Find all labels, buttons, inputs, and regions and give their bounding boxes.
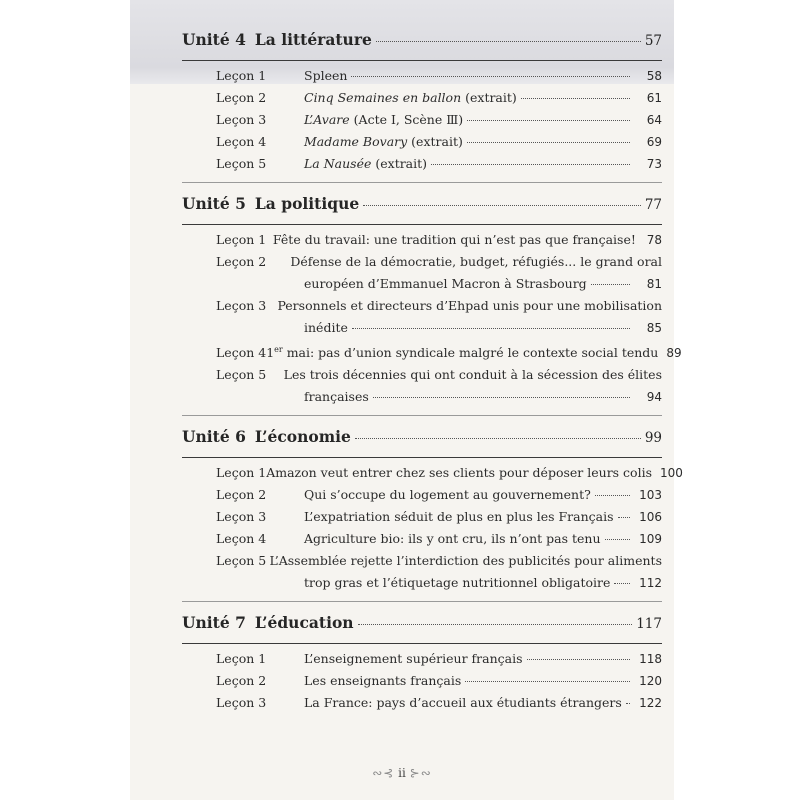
lesson-label: Leçon 4 bbox=[216, 134, 267, 149]
lesson-title: Amazon veut entrer chez ses clients pour déposer leurs colis bbox=[266, 465, 652, 481]
section-divider bbox=[182, 601, 662, 602]
lesson-label: Leçon 4 bbox=[216, 531, 267, 547]
dot-leader bbox=[527, 659, 631, 660]
lesson-label: Leçon 2 bbox=[216, 673, 267, 689]
dot-leader bbox=[352, 328, 630, 329]
unit-label: Unité 7 bbox=[182, 613, 246, 633]
lesson-page: 103 bbox=[639, 488, 662, 503]
lesson-title: Fête du travail: une tradition qui n’est pas que française! bbox=[272, 232, 636, 247]
lesson-entry[interactable] bbox=[182, 648, 662, 670]
lesson-entry[interactable] bbox=[182, 153, 662, 175]
lesson-label: Leçon 3 bbox=[216, 298, 267, 313]
lesson-title: La Nausée (extrait) bbox=[304, 156, 428, 171]
lesson-entry-continuation[interactable] bbox=[182, 572, 662, 594]
ornament-right-icon: ⊱∾ bbox=[409, 766, 432, 780]
lesson-entry[interactable] bbox=[182, 131, 662, 153]
dot-leader bbox=[595, 495, 630, 496]
lesson-title: Madame Bovary (extrait) bbox=[304, 134, 463, 149]
dot-leader bbox=[465, 681, 630, 682]
unit-page: 117 bbox=[636, 616, 662, 633]
lesson-title: Personnels et directeurs d’Ehpad unis pour une mobilisation bbox=[277, 298, 662, 313]
dot-leader bbox=[626, 703, 630, 704]
lesson-page: 61 bbox=[646, 91, 662, 105]
lesson-label: Leçon 1 bbox=[216, 68, 267, 83]
lesson-page: 89 bbox=[666, 346, 682, 361]
page-footer bbox=[130, 766, 674, 780]
dot-leader bbox=[467, 120, 630, 121]
unit-heading[interactable] bbox=[182, 26, 662, 54]
lesson-page: 73 bbox=[646, 157, 662, 171]
lesson-page: 106 bbox=[639, 510, 662, 525]
lesson-title: L’enseignement supérieur français bbox=[304, 651, 523, 667]
lesson-title: Défense de la démocratie, budget, réfugiés... le grand oral bbox=[290, 254, 662, 269]
unit-rule bbox=[182, 457, 662, 458]
section-divider bbox=[182, 182, 662, 183]
lesson-label: Leçon 5 bbox=[216, 553, 267, 569]
unit-name: La littérature bbox=[254, 30, 372, 49]
unit-page: 77 bbox=[644, 197, 662, 213]
lesson-page: 122 bbox=[639, 696, 662, 711]
lesson-page: 120 bbox=[639, 674, 662, 689]
lesson-entry[interactable] bbox=[182, 295, 662, 317]
lesson-title-line2: européen d’Emmanuel Macron à Strasbourg bbox=[304, 276, 587, 291]
dot-leader bbox=[591, 284, 630, 285]
dot-leader bbox=[373, 397, 630, 398]
lesson-label: Leçon 5 bbox=[216, 156, 267, 171]
lesson-title: Agriculture bio: ils y ont cru, ils n’ont pas tenu bbox=[304, 531, 601, 547]
lesson-title: 1er mai: pas d’union syndicale malgré le contexte social tendu bbox=[266, 345, 659, 361]
lesson-title-line2: trop gras et l’étiquetage nutritionnel obligatoire bbox=[304, 575, 611, 591]
lesson-page: 118 bbox=[639, 652, 662, 667]
lesson-label: Leçon 4 bbox=[216, 345, 267, 361]
book-page bbox=[130, 0, 683, 800]
table-of-contents bbox=[182, 26, 683, 714]
lesson-entry-continuation[interactable] bbox=[182, 317, 662, 339]
lesson-entry[interactable] bbox=[182, 462, 683, 484]
lesson-label: Leçon 3 bbox=[216, 112, 267, 127]
lesson-title: L’Assemblée rejette l’interdiction des publicités pour aliments bbox=[269, 553, 662, 569]
section-divider bbox=[182, 415, 662, 416]
lesson-page: 85 bbox=[646, 321, 662, 335]
lesson-entry[interactable] bbox=[182, 550, 662, 572]
lesson-entry[interactable] bbox=[182, 65, 662, 87]
lesson-title: La France: pays d’accueil aux étudiants étrangers bbox=[304, 695, 622, 711]
lesson-label: Leçon 1 bbox=[216, 651, 267, 667]
lesson-entry[interactable] bbox=[182, 229, 662, 251]
lesson-page: 58 bbox=[646, 69, 662, 83]
ornament-left-icon: ∾⊰ bbox=[372, 766, 395, 780]
lesson-label: Leçon 3 bbox=[216, 695, 267, 711]
unit-heading[interactable] bbox=[182, 190, 662, 218]
lesson-label: Leçon 2 bbox=[216, 90, 267, 105]
lesson-entry-continuation[interactable] bbox=[182, 386, 662, 408]
lesson-title: Spleen bbox=[304, 68, 348, 83]
lesson-entry[interactable] bbox=[182, 339, 682, 364]
lesson-title: Les trois décennies qui ont conduit à la sécession des élites bbox=[283, 367, 662, 383]
dot-leader bbox=[467, 142, 630, 143]
lesson-entry[interactable] bbox=[182, 109, 662, 131]
unit-label: Unité 4 bbox=[182, 30, 246, 49]
lesson-page: 64 bbox=[646, 113, 662, 127]
lesson-entry[interactable] bbox=[182, 87, 662, 109]
lesson-page: 94 bbox=[646, 390, 662, 405]
lesson-entry[interactable] bbox=[182, 251, 662, 273]
lesson-title: Les enseignants français bbox=[304, 673, 462, 689]
dot-leader bbox=[363, 205, 641, 206]
unit-page: 57 bbox=[644, 33, 662, 49]
lesson-title: L’Avare (Acte Ⅰ, Scène Ⅲ) bbox=[304, 112, 464, 127]
lesson-entry[interactable] bbox=[182, 484, 662, 506]
unit-name: L’économie bbox=[254, 427, 351, 447]
page-number: ii bbox=[398, 766, 406, 780]
lesson-page: 69 bbox=[646, 135, 662, 149]
lesson-page: 112 bbox=[639, 576, 662, 591]
unit-name: L’éducation bbox=[254, 613, 354, 633]
dot-leader bbox=[358, 624, 633, 625]
lesson-label: Leçon 1 bbox=[216, 232, 267, 247]
lesson-title: Cinq Semaines en ballon (extrait) bbox=[304, 90, 517, 105]
dot-leader bbox=[618, 517, 630, 518]
dot-leader bbox=[376, 41, 641, 42]
unit-heading[interactable] bbox=[182, 609, 662, 637]
unit-rule bbox=[182, 224, 662, 225]
dot-leader bbox=[351, 76, 630, 77]
dot-leader bbox=[614, 583, 630, 584]
unit-name: La politique bbox=[254, 194, 360, 213]
unit-label: Unité 6 bbox=[182, 427, 246, 447]
lesson-title-line2: françaises bbox=[304, 389, 369, 405]
dot-leader bbox=[431, 164, 630, 165]
lesson-entry[interactable] bbox=[182, 364, 662, 386]
lesson-entry-continuation[interactable] bbox=[182, 273, 662, 295]
lesson-page: 81 bbox=[646, 277, 662, 291]
dot-leader bbox=[355, 438, 641, 439]
dot-leader bbox=[521, 98, 630, 99]
lesson-page: 100 bbox=[660, 466, 683, 481]
lesson-label: Leçon 5 bbox=[216, 367, 267, 383]
lesson-label: Leçon 2 bbox=[216, 487, 267, 503]
lesson-entry[interactable] bbox=[182, 692, 662, 714]
lesson-title: L’expatriation séduit de plus en plus les Français bbox=[304, 509, 614, 525]
lesson-label: Leçon 1 bbox=[216, 465, 267, 481]
lesson-title-line2: inédite bbox=[304, 320, 348, 335]
lesson-label: Leçon 2 bbox=[216, 254, 267, 269]
lesson-entry[interactable] bbox=[182, 506, 662, 528]
unit-rule bbox=[182, 643, 662, 644]
lesson-entry[interactable] bbox=[182, 528, 662, 550]
unit-label: Unité 5 bbox=[182, 194, 246, 213]
lesson-title: Qui s’occupe du logement au gouvernement? bbox=[304, 487, 591, 503]
unit-rule bbox=[182, 60, 662, 61]
lesson-label: Leçon 3 bbox=[216, 509, 267, 525]
lesson-page: 109 bbox=[639, 532, 662, 547]
lesson-page: 78 bbox=[646, 233, 662, 247]
unit-heading[interactable] bbox=[182, 423, 662, 451]
unit-page: 99 bbox=[644, 430, 662, 447]
dot-leader bbox=[605, 539, 631, 540]
lesson-entry[interactable] bbox=[182, 670, 662, 692]
